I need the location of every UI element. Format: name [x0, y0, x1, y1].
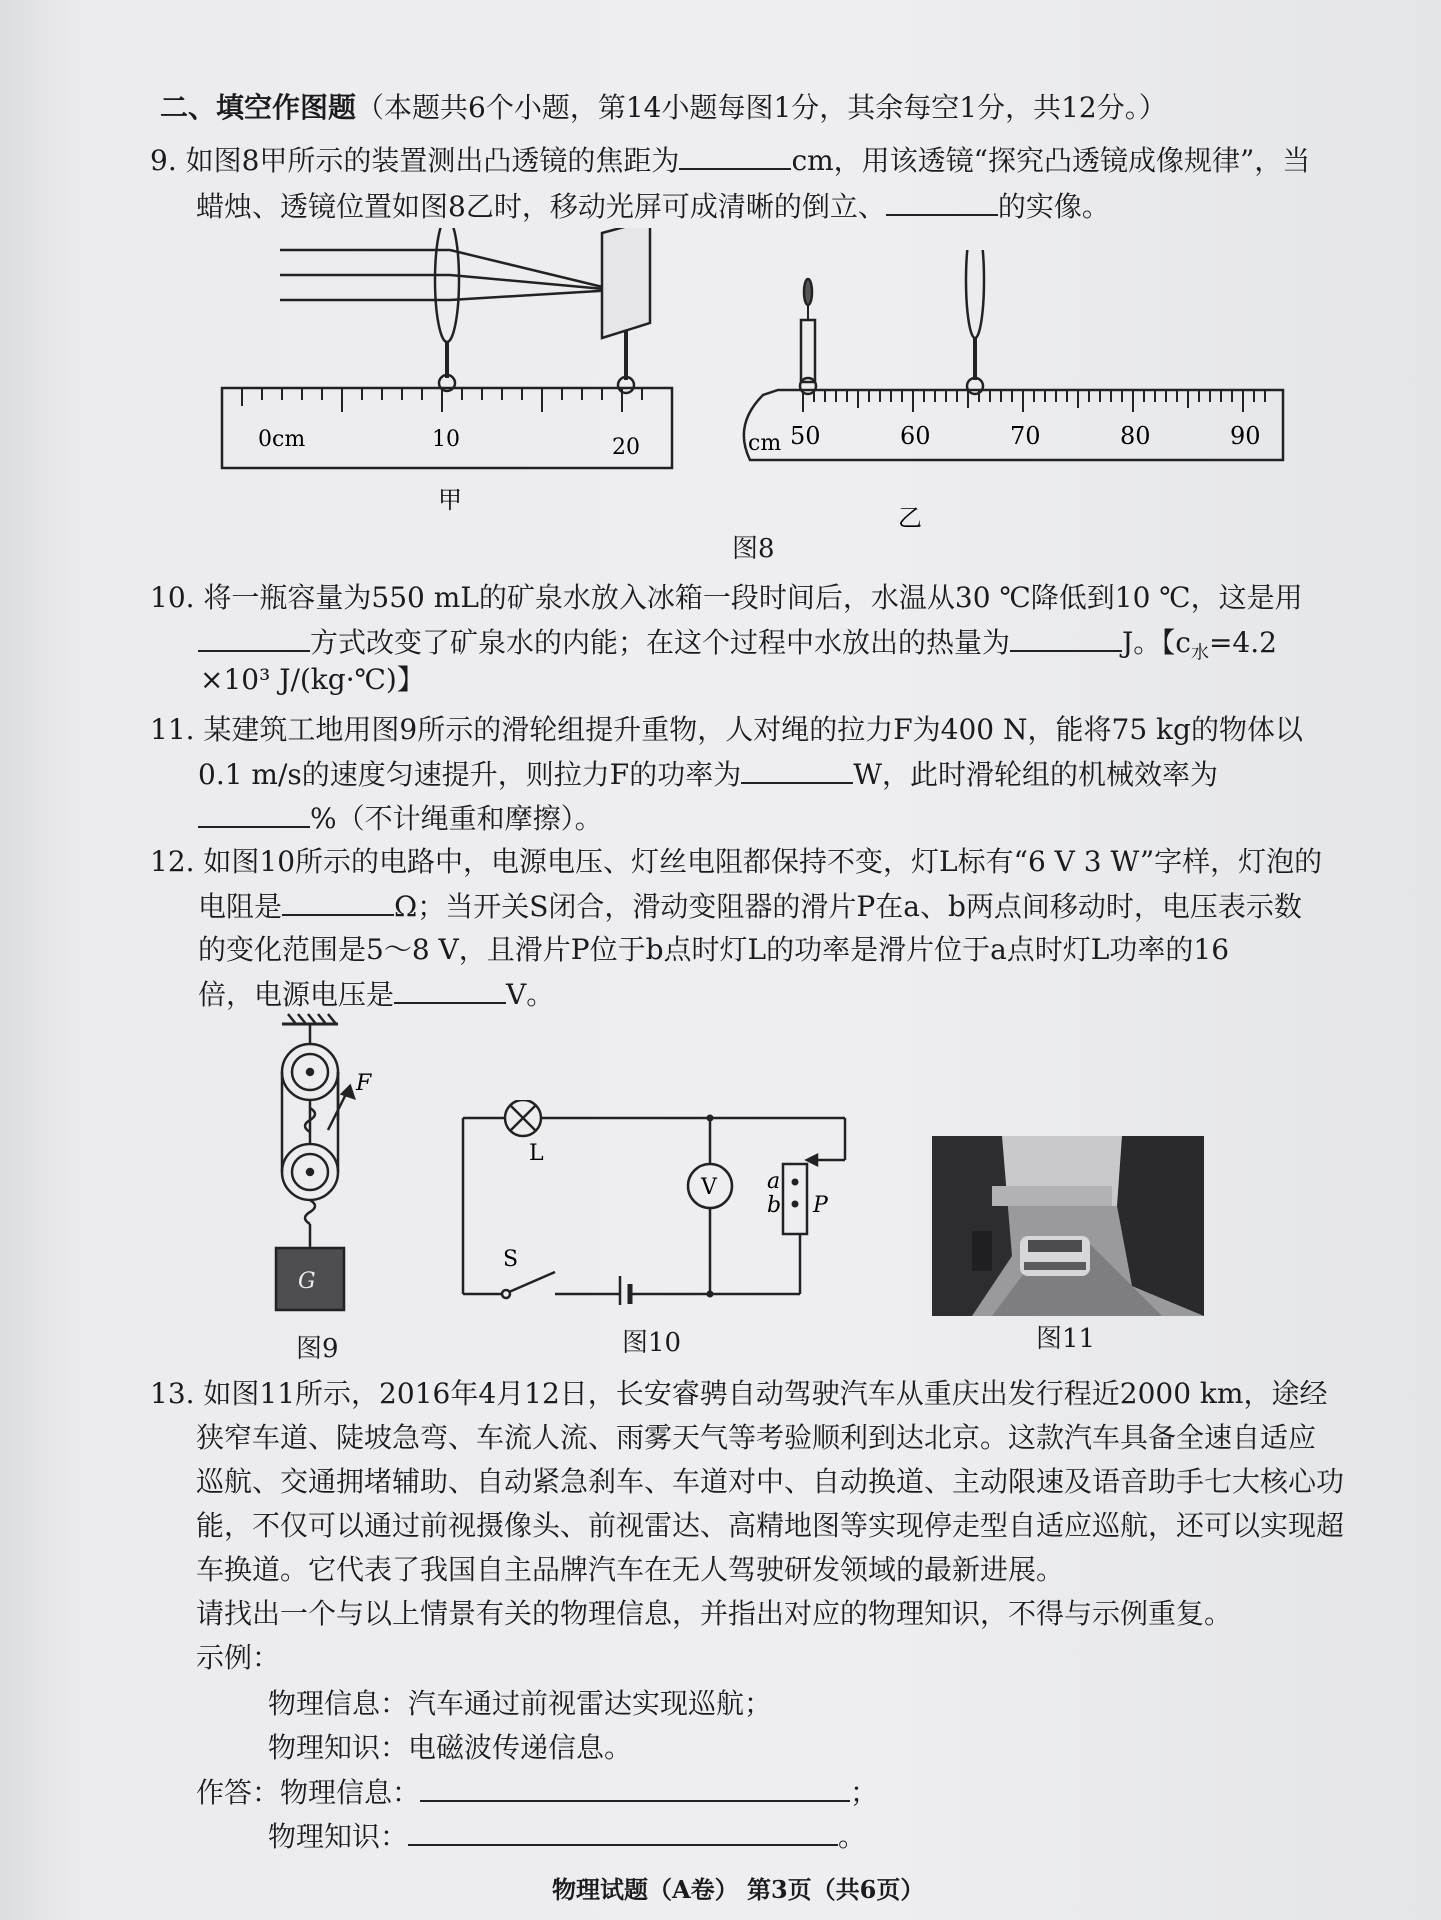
- page-footer: 物理试题（A卷） 第3页（共6页）: [552, 1875, 925, 1904]
- q12-text-c: 倍，电源电压是: [198, 978, 395, 1011]
- q9-blank-focal-length[interactable]: [679, 140, 791, 170]
- q13-answer-knowledge-label: 物理知识：: [268, 1820, 409, 1853]
- q11-blank-efficiency[interactable]: [198, 798, 310, 828]
- q11-text-b: W，此时滑轮组的机械效率为: [853, 758, 1218, 791]
- figure-8-yi: [718, 250, 1298, 540]
- point-a-label: a: [767, 1169, 781, 1194]
- q12-blank-voltage[interactable]: [394, 974, 506, 1004]
- q13-semicolon: ；: [850, 1776, 879, 1809]
- q13-line3: 巡航、交通拥堵辅助、自动紧急刹车、车道对中、自动换道、主动限速及语音助手七大核心功: [196, 1465, 1345, 1498]
- light-screen: [602, 228, 650, 338]
- q13-line4: 能，不仅可以通过前视摄像头、前视雷达、高精地图等实现停走型自适应巡航，还可以实现超: [196, 1509, 1345, 1542]
- figure-11-photo: [932, 1136, 1204, 1316]
- q13-period: 。: [838, 1820, 867, 1853]
- figure-8-jia: [210, 228, 680, 528]
- q12-line2: [198, 886, 1302, 927]
- q12-line3: 的变化范围是5～8 V，且滑片P位于b点时灯L的功率是滑片位于a点时灯L功率的16: [198, 933, 1230, 966]
- q11-blank-power[interactable]: [741, 754, 853, 784]
- ruler-ticks: [242, 388, 642, 412]
- q12-line4: [198, 974, 554, 1015]
- q10-subscript: 水: [1190, 642, 1209, 664]
- lens-base: [967, 378, 983, 394]
- q10-blank-heat[interactable]: [1010, 622, 1122, 652]
- lamp-label: L: [529, 1141, 544, 1166]
- rheostat: [783, 1164, 807, 1234]
- ruler-ticks: [803, 390, 1265, 412]
- refracted-ray: [450, 275, 615, 290]
- refracted-ray: [450, 250, 615, 290]
- q12-text-b: Ω；当开关S闭合，滑动变阻器的滑片P在a、b两点间移动时，电压表示数: [394, 890, 1302, 923]
- weight-label: G: [298, 1269, 316, 1294]
- tick-label: 70: [1010, 422, 1041, 450]
- convex-lens: [435, 228, 459, 342]
- q12-blank-resistance[interactable]: [282, 886, 394, 916]
- q13-answer-info-line: [196, 1772, 878, 1813]
- q13-line1: 13. 如图11所示，2016年4月12日，长安睿骋自动驾驶汽车从重庆出发行程近2000 km，途经: [150, 1377, 1328, 1410]
- q12-text-a: 电阻是: [198, 890, 283, 923]
- q9-text-d: 的实像。: [997, 190, 1110, 223]
- q13-line6: 请找出一个与以上情景有关的物理信息，并指出对应的物理知识，不得与示例重复。: [196, 1597, 1233, 1630]
- fig10-caption: 图10: [622, 1328, 682, 1358]
- q13-example-info: 物理信息：汽车通过前视雷达实现巡航；: [268, 1687, 773, 1720]
- refracted-ray: [450, 290, 615, 300]
- point-b-label: b: [767, 1193, 782, 1218]
- q9-text-c: 蜡烛、透镜位置如图8乙时，移动光屏可成清晰的倒立、: [196, 190, 886, 223]
- fig8-yi-label: 乙: [898, 504, 922, 532]
- q11-text-c: %（不计绳重和摩擦）。: [310, 802, 603, 835]
- q13-answer-knowledge-line: [268, 1816, 866, 1857]
- hook: [305, 1200, 315, 1224]
- section-title: 二、填空作图题: [160, 91, 357, 124]
- tick-label: cm: [748, 431, 782, 456]
- q11-line1: 11. 某建筑工地用图9所示的滑轮组提升重物，人对绳的拉力F为400 N，能将75 kg的物体以: [150, 713, 1303, 746]
- tick-label: 50: [790, 422, 821, 450]
- candle-flame: [804, 279, 812, 305]
- fig8-caption: 图8: [732, 534, 775, 564]
- q9-text-a: 9. 如图8甲所示的装置测出凸透镜的焦距为: [150, 144, 680, 177]
- tick-label: 20: [612, 435, 640, 460]
- q13-answer-info-label: 作答：物理信息：: [196, 1776, 421, 1809]
- switch-label: S: [503, 1247, 519, 1272]
- q9-text-b: cm，用该透镜“探究凸透镜成像规律”，当: [791, 144, 1311, 177]
- q11-line3: [198, 798, 603, 839]
- voltmeter-label: V: [701, 1175, 717, 1200]
- fig8-jia-label: 甲: [438, 486, 462, 514]
- q13-line7: 示例：: [196, 1641, 281, 1674]
- q10-text-a: 方式改变了矿泉水的内能；在这个过程中水放出的热量为: [310, 626, 1011, 659]
- point-b: [792, 1201, 799, 1208]
- switch-S: [509, 1272, 555, 1292]
- point-a: [792, 1179, 799, 1186]
- q11-line2: [198, 754, 1218, 795]
- tick-label: 60: [900, 422, 931, 450]
- q13-example-knowledge: 物理知识：电磁波传递信息。: [268, 1731, 633, 1764]
- convex-lens: [966, 250, 984, 338]
- q10-line1: 10. 将一瓶容量为550 mL的矿泉水放入冰箱一段时间后，水温从30 ℃降低到10 ℃，这是用: [150, 581, 1303, 614]
- tick-label: 80: [1120, 422, 1151, 450]
- q10-text-c: =4.2: [1208, 626, 1277, 659]
- fig9-caption: 图9: [296, 1334, 339, 1364]
- q9-line2: [196, 186, 1110, 227]
- q11-text-a: 0.1 m/s的速度匀速提升，则拉力F的功率为: [198, 758, 742, 791]
- fig11-caption: 图11: [1036, 1324, 1096, 1354]
- tick-label: 0cm: [258, 427, 306, 452]
- q12-text-d: V。: [506, 978, 555, 1011]
- figure-9-pulley: [268, 1010, 398, 1340]
- slider-label: P: [813, 1193, 828, 1218]
- q10-text-b: J。【c: [1122, 626, 1191, 659]
- tick-label: 10: [432, 427, 460, 452]
- section-desc: （本题共6个小题，第14小题每图1分，其余每空1分，共12分。）: [356, 91, 1167, 124]
- q13-line2: 狭窄车道、陡坡急弯、车流人流、雨雾天气等考验顺利到达北京。这款汽车具备全速自适应: [196, 1421, 1317, 1454]
- figure-10-circuit: [455, 1100, 855, 1305]
- q12-line1: 12. 如图10所示的电路中，电源电压、灯丝电阻都保持不变，灯L标有“6 V 3 W”字样，灯泡的: [150, 845, 1323, 878]
- force-label: F: [356, 1071, 372, 1096]
- q13-line5: 车换道。它代表了我国自主品牌汽车在无人驾驶研发领域的最新进展。: [196, 1553, 1065, 1586]
- gate: [992, 1186, 1112, 1206]
- q10-blank-method[interactable]: [198, 622, 310, 652]
- section-header: [160, 88, 1167, 128]
- q13-answer-knowledge-field[interactable]: [408, 1816, 838, 1846]
- q13-answer-info-field[interactable]: [420, 1772, 850, 1802]
- q9-line1: [150, 140, 1310, 181]
- q10-line3: ×10³ J/(kg·℃)】: [200, 663, 425, 696]
- q9-blank-image-type[interactable]: [886, 186, 998, 216]
- spectator: [972, 1231, 992, 1271]
- candle: [801, 320, 815, 382]
- tick-label: 90: [1230, 422, 1261, 450]
